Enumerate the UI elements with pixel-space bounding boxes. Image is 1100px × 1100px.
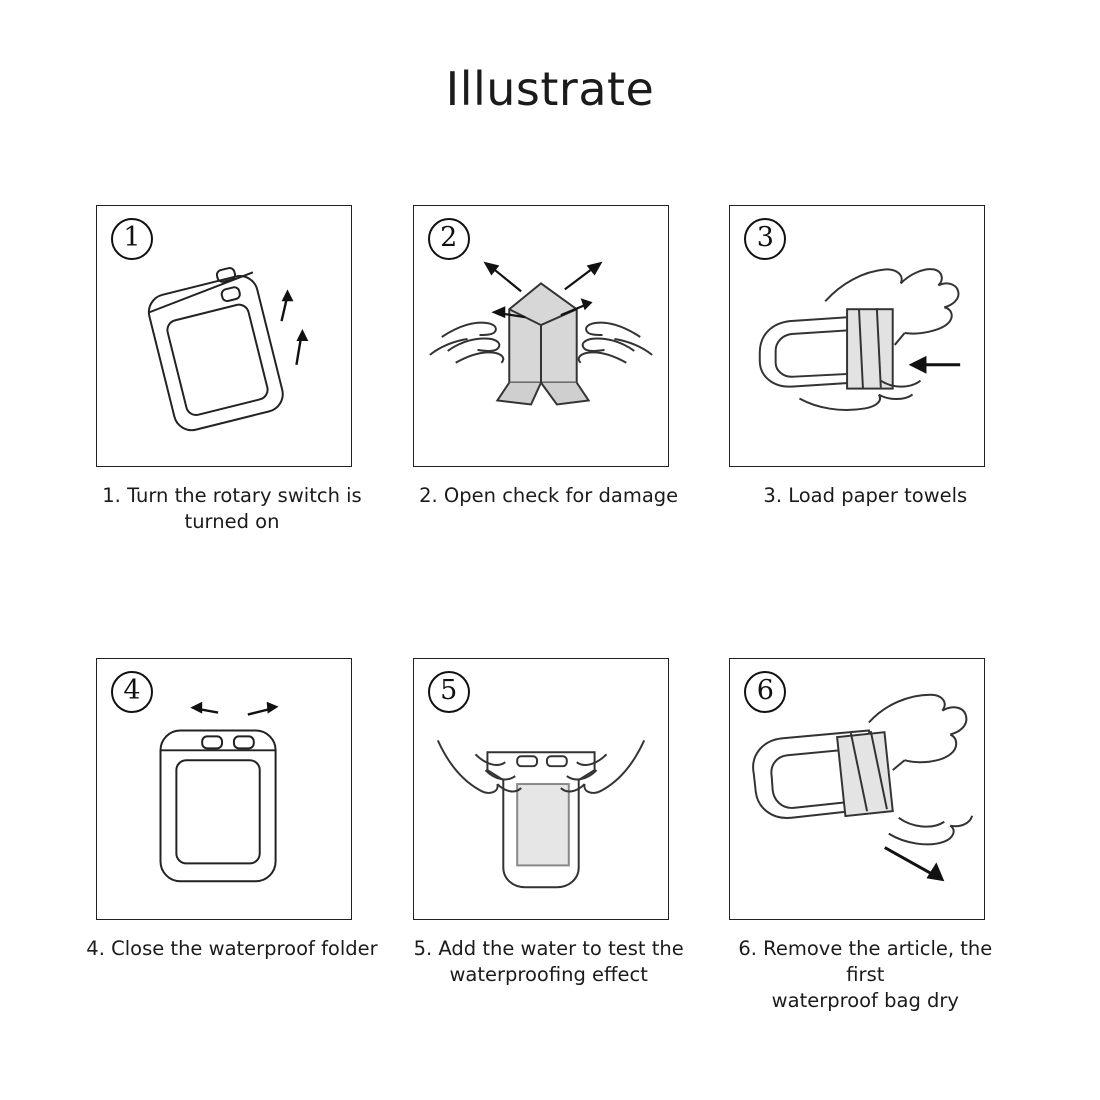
- step-6-caption-line2: waterproof bag dry: [771, 989, 959, 1013]
- page-title: Illustrate: [445, 62, 655, 116]
- steps-grid: [80, 205, 1030, 1015]
- step-5-caption: [397, 936, 697, 989]
- hands-removing-article-with-arrow-icon: [730, 659, 984, 919]
- step-1-caption: [80, 483, 380, 536]
- waterproof-pouch-tilted-with-up-arrows-icon: [97, 206, 351, 466]
- step-3-panel: [729, 205, 985, 467]
- step-5-caption-line1: 5. Add the water to test the: [413, 936, 684, 960]
- step-1-caption-line1: 1. Turn the rotary switch is: [102, 484, 362, 507]
- step-2: [397, 205, 713, 536]
- step-5-caption-line2: waterproofing effect: [449, 962, 648, 986]
- hands-inserting-paper-towels-with-arrow-icon: [730, 206, 984, 466]
- step-1-number-badge: 1: [111, 218, 153, 260]
- hands-holding-water-filled-pouch-icon: [414, 659, 668, 919]
- hands-opening-pouch-with-outward-arrows-icon: [414, 206, 668, 466]
- step-4-number-badge: 4: [111, 671, 153, 713]
- step-4-caption-line1: 4. Close the waterproof folder: [86, 936, 378, 960]
- step-4-panel: [96, 658, 352, 920]
- step-1-caption-line2: turned on: [184, 510, 280, 534]
- step-2-number-badge: 2: [428, 218, 470, 260]
- step-5: [397, 658, 713, 1015]
- step-3-number-badge: 3: [744, 218, 786, 260]
- step-1-panel: [96, 205, 352, 467]
- closed-pouch-with-inward-arrows-icon: [97, 659, 351, 919]
- step-2-caption-line1: 2. Open check for damage: [419, 484, 679, 507]
- step-3-caption-line1: 3. Load paper towels: [763, 484, 968, 507]
- step-5-panel: [413, 658, 669, 920]
- step-4-caption: [80, 936, 380, 962]
- step-3: [713, 205, 1029, 536]
- step-6-caption: [713, 936, 1013, 1015]
- step-6: [713, 658, 1029, 1015]
- step-2-caption: [397, 483, 697, 509]
- step-6-number-badge: 6: [744, 671, 786, 713]
- step-2-panel: [413, 205, 669, 467]
- step-1: [80, 205, 396, 536]
- step-6-caption-line1: 6. Remove the article, the first: [738, 936, 993, 986]
- step-4: [80, 658, 396, 1015]
- step-3-caption: [713, 483, 1013, 509]
- step-5-number-badge: 5: [428, 671, 470, 713]
- step-6-panel: [729, 658, 985, 920]
